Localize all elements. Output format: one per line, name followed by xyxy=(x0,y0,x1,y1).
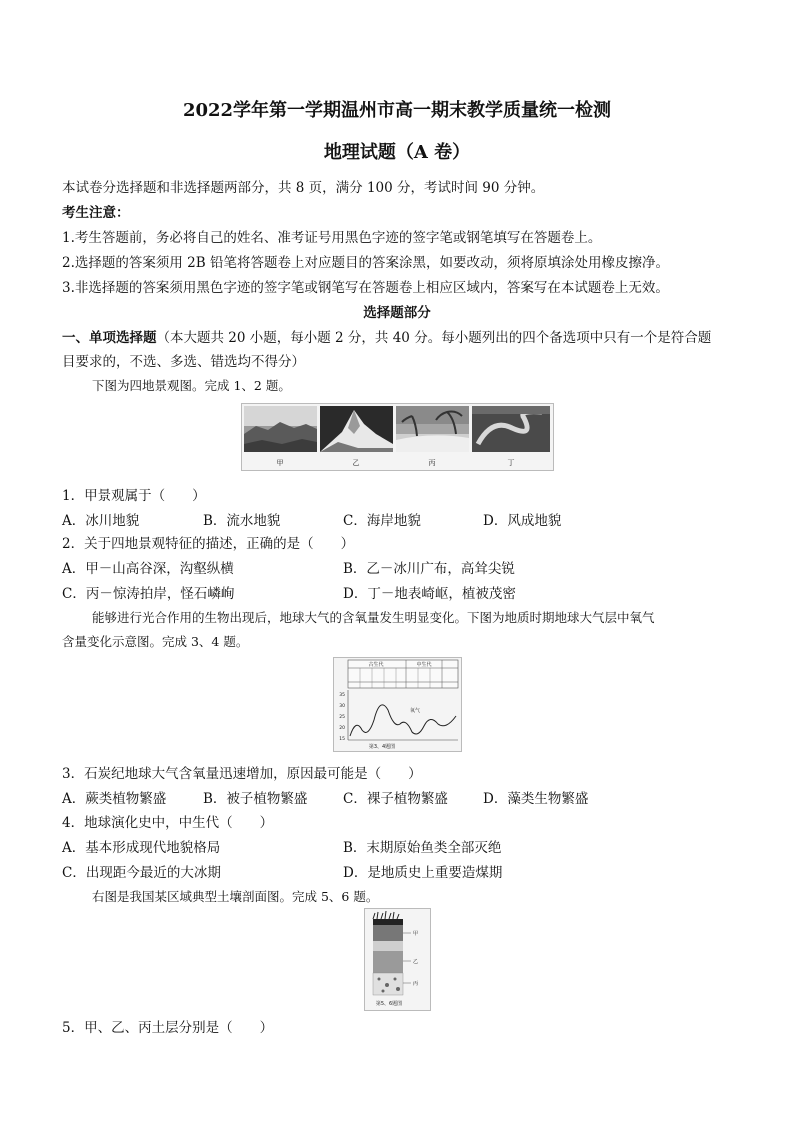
section-heading: 选择题部分 xyxy=(363,305,431,321)
q4-stem: 4．地球演化史中，中生代（ ） xyxy=(62,815,274,831)
q4-option-b: B．末期原始鱼类全部灭绝 xyxy=(343,840,502,856)
soil-profile-svg xyxy=(365,909,430,1010)
q2-option-c: C．丙－惊涛拍岸，怪石嶙峋 xyxy=(62,586,235,602)
q5-stem: 5．甲、乙、丙土层分别是（ ） xyxy=(62,1020,274,1036)
exam-subtitle: 地理试题（A 卷） xyxy=(323,142,471,163)
group1-stem: 下图为四地景观图。完成 1、2 题。 xyxy=(92,378,291,393)
landscape-label-ding: 丁 xyxy=(507,459,515,467)
oxygen-curve-label: 氧气 xyxy=(410,708,421,714)
soil-layer-leached xyxy=(373,941,403,951)
q2-option-d: D．丁－地表崎岖，植被茂密 xyxy=(343,586,516,602)
q4-option-c: C．出现距今最近的大冰期 xyxy=(62,865,221,881)
group2-stem-line1: 能够进行光合作用的生物出现后，地球大气的含氧量发生明显变化。下图为地质时期地球大气层中氧气 xyxy=(92,610,655,625)
era-label-mesozoic: 中生代 xyxy=(416,662,432,668)
landscape-label-yi: 乙 xyxy=(352,459,360,467)
q2-option-a: A．甲－山高谷深，沟壑纵横 xyxy=(62,561,234,577)
q1-option-d: D．风成地貌 xyxy=(483,513,562,529)
part1-header xyxy=(62,326,711,346)
landscape-photo-bing xyxy=(396,406,469,452)
landscape-label-jia: 甲 xyxy=(276,459,284,467)
q3-option-d: D．藻类生物繁盛 xyxy=(483,791,589,807)
q3-option-a: A．蕨类植物繁盛 xyxy=(62,791,167,807)
landscape-photo-ding xyxy=(472,406,550,452)
notice-heading: 考生注意： xyxy=(62,205,130,221)
q2-stem: 2．关于四地景观特征的描述，正确的是（ ） xyxy=(62,536,355,552)
soil-layer-yi xyxy=(373,951,403,973)
landscape-figure xyxy=(241,403,554,471)
q1-option-a: A．冰川地貌 xyxy=(62,513,140,529)
q1-option-c: C．海岸地貌 xyxy=(343,513,421,529)
notice-item-1: 1.考生答题前，务必将自己的姓名、准考证号用黑色字迹的签字笔或钢笔填写在答题卷上。 xyxy=(62,230,602,246)
soil-figure-caption: 第5、6题图 xyxy=(375,1001,403,1007)
oxygen-chart-svg xyxy=(334,658,461,751)
oxygen-chart-caption: 第3、4题图 xyxy=(368,744,396,750)
soil-label-jia: 甲 xyxy=(413,931,419,937)
soil-label-bing: 丙 xyxy=(413,981,419,987)
era-label-paleozoic: 古生代 xyxy=(368,662,384,668)
landscape-photo-jia xyxy=(244,406,317,452)
soil-profile-figure xyxy=(364,908,431,1011)
soil-label-yi: 乙 xyxy=(413,959,419,965)
exam-title: 2022学年第一学期温州市高一期末教学质量统一检测 xyxy=(182,100,612,121)
q2-option-b: B．乙－冰川广布，高耸尖锐 xyxy=(343,561,515,577)
q3-option-c: C．裸子植物繁盛 xyxy=(343,791,448,807)
group3-stem: 右图是我国某区域典型土壤剖面图。完成 5、6 题。 xyxy=(92,889,379,904)
part1-title: 一、单项选择题 xyxy=(62,330,157,346)
oxygen-curve xyxy=(350,705,456,736)
part1-desc-line2: 目要求的，不选、多选、错选均不得分） xyxy=(62,354,305,370)
y-tick-20: 20 xyxy=(339,726,345,731)
q3-option-b: B．被子植物繁盛 xyxy=(203,791,308,807)
landscape-label-bing: 丙 xyxy=(428,459,436,467)
soil-layer-litter xyxy=(373,919,403,925)
landscape-photo-yi xyxy=(320,406,393,452)
y-tick-15: 15 xyxy=(339,737,345,742)
q1-stem: 1．甲景观属于（ ） xyxy=(62,488,206,504)
oxygen-chart-figure xyxy=(333,657,462,752)
exam-summary: 本试卷分选择题和非选择题两部分，共 8 页，满分 100 分，考试时间 90 分钟。 xyxy=(62,180,545,196)
notice-item-2: 2.选择题的答案须用 2B 铅笔将答题卷上对应题目的答案涂黑，如要改动，须将原填涂处用橡皮擦净。 xyxy=(62,255,669,271)
y-tick-30: 30 xyxy=(339,704,345,709)
y-tick-25: 25 xyxy=(339,715,345,720)
y-tick-35: 35 xyxy=(339,693,345,698)
notice-item-3: 3.非选择题的答案须用黑色字迹的签字笔或钢笔写在答题卷上相应区域内，答案写在本试题卷上无效。 xyxy=(62,280,669,296)
q4-option-d: D．是地质史上重要造煤期 xyxy=(343,865,503,881)
q1-option-b: B．流水地貌 xyxy=(203,513,281,529)
soil-layer-jia xyxy=(373,925,403,941)
q4-option-a: A．基本形成现代地貌格局 xyxy=(62,840,221,856)
part1-desc-line1: （本大题共 20 小题，每小题 2 分，共 40 分。每小题列出的四个备选项中只有一个是符合题 xyxy=(156,330,712,346)
q3-stem: 3．石炭纪地球大气含氧量迅速增加，原因最可能是（ ） xyxy=(62,766,422,782)
landscape-figure-svg xyxy=(242,404,553,470)
group2-stem-line2: 含量变化示意图。完成 3、4 题。 xyxy=(62,634,249,649)
